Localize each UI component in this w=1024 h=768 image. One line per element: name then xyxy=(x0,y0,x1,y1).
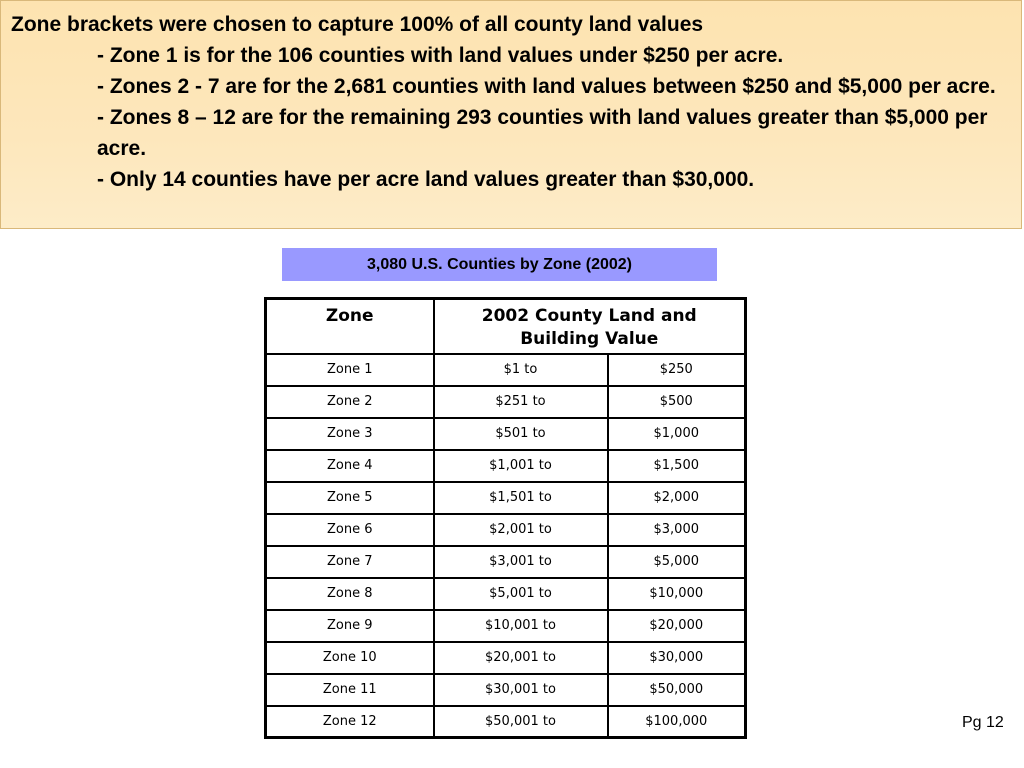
intro-bullet: - Zones 8 – 12 are for the remaining 293 counties with land values greater than $5,000 per acre. xyxy=(97,106,988,160)
cell-zone: Zone 1 xyxy=(266,354,434,386)
cell-value-to: $30,000 xyxy=(608,642,746,674)
cell-value-from: $50,001 to xyxy=(434,706,608,738)
table-row xyxy=(266,642,746,674)
cell-value-from: $30,001 to xyxy=(434,674,608,706)
table-title: 3,080 U.S. Counties by Zone (2002) xyxy=(282,248,717,281)
cell-value-to: $1,000 xyxy=(608,418,746,450)
table-row xyxy=(266,610,746,642)
table-header-row xyxy=(266,299,746,354)
table-row xyxy=(266,578,746,610)
cell-zone: Zone 4 xyxy=(266,450,434,482)
cell-value-to: $5,000 xyxy=(608,546,746,578)
cell-zone: Zone 12 xyxy=(266,706,434,738)
cell-zone: Zone 5 xyxy=(266,482,434,514)
table-row xyxy=(266,514,746,546)
cell-value-to: $20,000 xyxy=(608,610,746,642)
cell-value-to: $250 xyxy=(608,354,746,386)
cell-zone: Zone 10 xyxy=(266,642,434,674)
cell-zone: Zone 11 xyxy=(266,674,434,706)
cell-value-from: $1,001 to xyxy=(434,450,608,482)
table-row xyxy=(266,674,746,706)
intro-bullet: - Only 14 counties have per acre land values greater than $30,000. xyxy=(97,168,755,191)
zone-table xyxy=(264,297,747,739)
cell-value-from: $501 to xyxy=(434,418,608,450)
cell-value-to: $50,000 xyxy=(608,674,746,706)
cell-zone: Zone 2 xyxy=(266,386,434,418)
cell-value-from: $2,001 to xyxy=(434,514,608,546)
intro-heading: Zone brackets were chosen to capture 100% of all county land values xyxy=(11,13,704,36)
cell-zone: Zone 8 xyxy=(266,578,434,610)
table-row xyxy=(266,354,746,386)
cell-value-from: $20,001 to xyxy=(434,642,608,674)
intro-bullet-list xyxy=(97,40,1007,195)
cell-value-from: $10,001 to xyxy=(434,610,608,642)
intro-box xyxy=(0,0,1022,229)
table-row xyxy=(266,546,746,578)
header-value: 2002 County Land and Building Value xyxy=(434,299,746,354)
table-row xyxy=(266,386,746,418)
header-zone: Zone xyxy=(266,299,434,354)
table-row xyxy=(266,450,746,482)
cell-zone: Zone 7 xyxy=(266,546,434,578)
cell-zone: Zone 3 xyxy=(266,418,434,450)
cell-value-to: $100,000 xyxy=(608,706,746,738)
cell-value-to: $1,500 xyxy=(608,450,746,482)
table-row xyxy=(266,706,746,738)
cell-zone: Zone 9 xyxy=(266,610,434,642)
cell-value-from: $1,501 to xyxy=(434,482,608,514)
table-row xyxy=(266,418,746,450)
table-row xyxy=(266,482,746,514)
cell-value-from: $1 to xyxy=(434,354,608,386)
intro-bullet: - Zones 2 - 7 are for the 2,681 counties with land values between $250 and $5,000 per acre. xyxy=(97,75,996,98)
cell-value-to: $500 xyxy=(608,386,746,418)
intro-bullet: - Zone 1 is for the 106 counties with land values under $250 per acre. xyxy=(97,44,784,67)
table-body xyxy=(266,354,746,738)
cell-value-from: $5,001 to xyxy=(434,578,608,610)
cell-value-from: $251 to xyxy=(434,386,608,418)
page-number: Pg 12 xyxy=(962,714,1004,731)
cell-value-to: $2,000 xyxy=(608,482,746,514)
cell-value-to: $3,000 xyxy=(608,514,746,546)
cell-value-from: $3,001 to xyxy=(434,546,608,578)
cell-zone: Zone 6 xyxy=(266,514,434,546)
cell-value-to: $10,000 xyxy=(608,578,746,610)
